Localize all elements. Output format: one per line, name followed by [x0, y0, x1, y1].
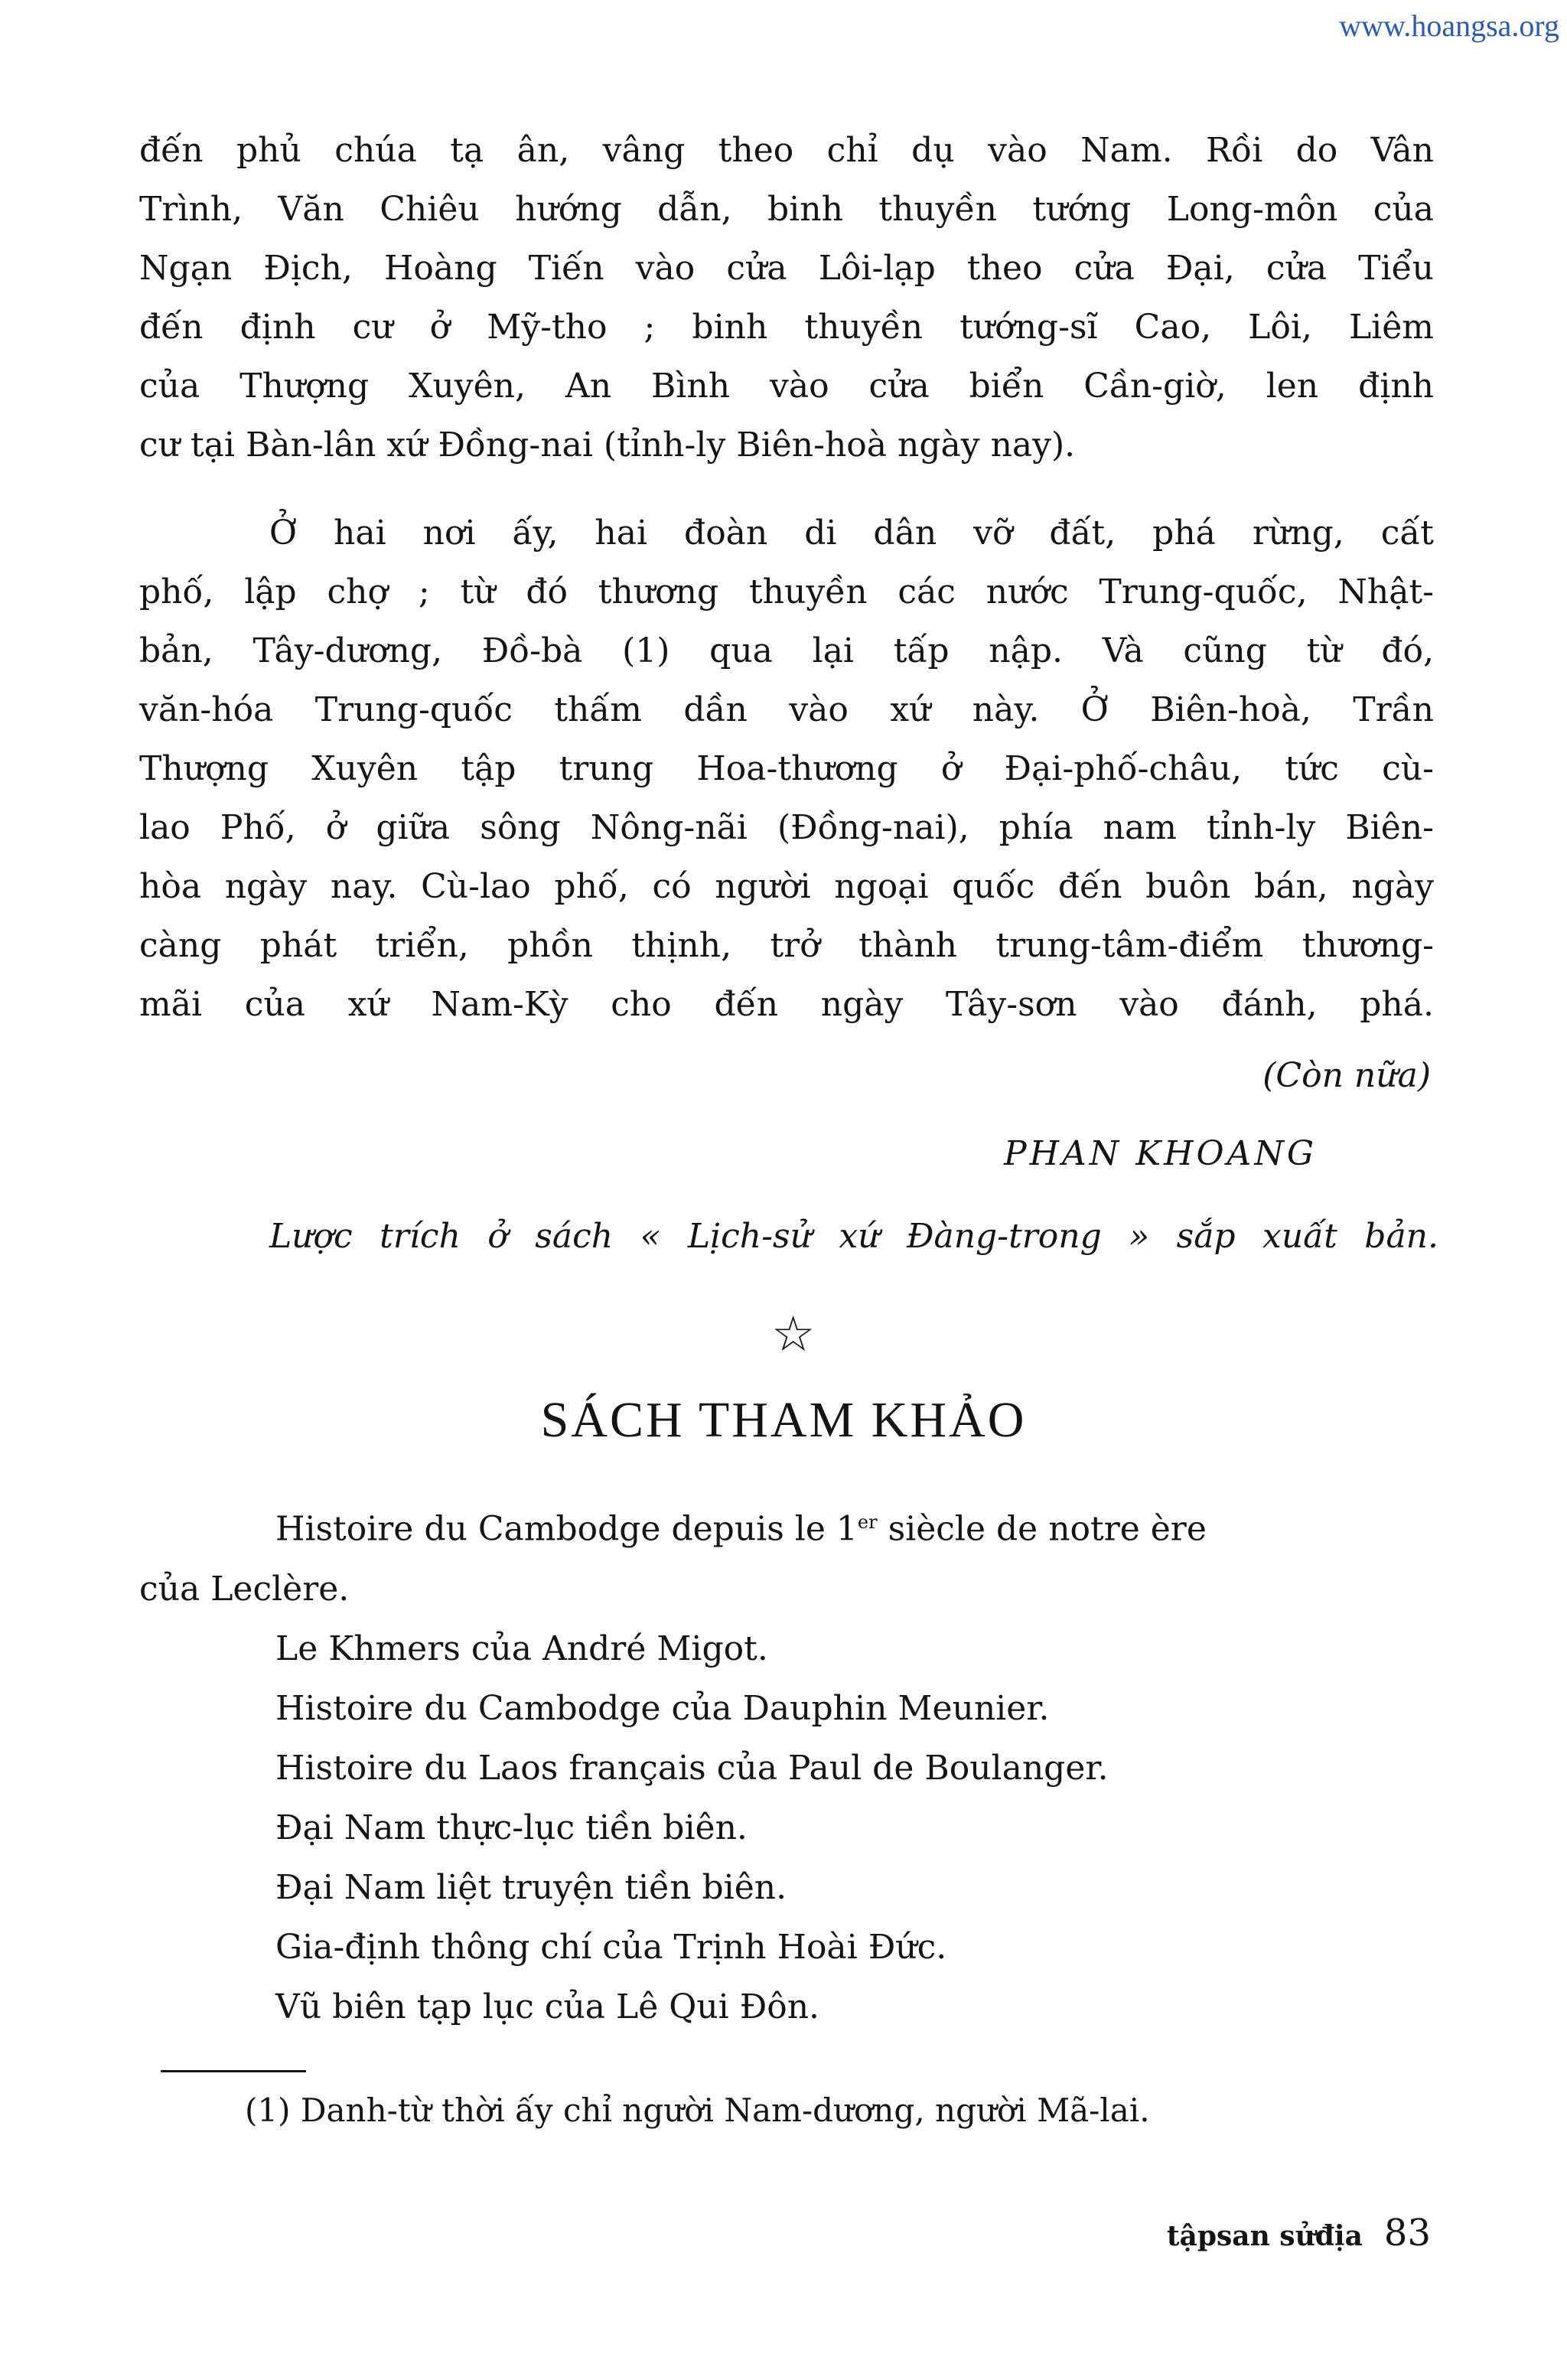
reference-item: Le Khmers của André Migot. — [275, 1629, 768, 1668]
paragraph-1-line: Ngạn Địch, Hoàng Tiến vào cửa Lôi-lạp theo cửa Đại, cửa Tiểu — [139, 249, 1434, 288]
reference-text: siècle de notre ère — [877, 1509, 1207, 1549]
paragraph-2-line: lao Phố, ở giữa sông Nông-nãi (Đồng-nai), phía nam tỉnh-ly Biên- — [139, 808, 1434, 847]
paragraph-2-line: Ở hai nơi ấy, hai đoàn di dân vỡ đất, phá rừng, cất — [269, 513, 1434, 553]
reference-text: Histoire du Cambodge depuis le 1 — [275, 1509, 858, 1549]
page-footer — [1167, 2212, 1431, 2254]
reference-list — [139, 1492, 1434, 2037]
page-number: 83 — [1383, 2212, 1431, 2254]
reference-item: Gia-định thông chí của Trịnh Hoài Đức. — [275, 1927, 947, 1967]
star-icon: ☆ — [771, 1306, 816, 1363]
paragraph-2-line: phố, lập chợ ; từ đó thương thuyền các nước Trung-quốc, Nhật- — [139, 572, 1434, 611]
paragraph-1-line: đến định cư ở Mỹ-tho ; binh thuyền tướng-sĩ Cao, Lôi, Liêm — [139, 308, 1434, 347]
reference-item — [139, 1492, 1434, 1619]
paragraph-1 — [139, 121, 1434, 474]
reference-item: Vũ biên tạp lục của Lê Qui Đôn. — [275, 1987, 820, 2026]
paragraph-2-line: mãi của xứ Nam-Kỳ cho đến ngày Tây-sơn vào đánh, phá. — [139, 985, 1434, 1024]
footnote-divider — [161, 2070, 306, 2072]
paragraph-2 — [139, 504, 1434, 1034]
section-heading: SÁCH THAM KHẢO — [540, 1392, 1027, 1448]
paragraph-1-line: của Thượng Xuyên, An Bình vào cửa biển Cần-giờ, len định — [139, 367, 1434, 406]
paragraph-2-line: càng phát triển, phồn thịnh, trở thành trung-tâm-điểm thương- — [139, 926, 1434, 965]
paragraph-2-line: Thượng Xuyên tập trung Hoa-thương ở Đại-phố-châu, tức cù- — [139, 749, 1434, 788]
ordinal-superscript: er — [857, 1511, 878, 1533]
journal-name: tậpsan sửđịa — [1166, 2220, 1363, 2252]
paragraph-1-line: đến phủ chúa tạ ân, vâng theo chỉ dụ vào Nam. Rồi do Vân — [139, 131, 1434, 170]
to-be-continued: (Còn nữa) — [1262, 1056, 1431, 1095]
reference-item: Histoire du Laos français của Paul de Boulanger. — [275, 1748, 1109, 1788]
reference-item: Histoire du Cambodge của Dauphin Meunier. — [275, 1688, 1050, 1728]
source-note: Lược trích ở sách « Lịch-sử xứ Đàng-trong » sắp xuất bản. — [269, 1217, 1438, 1256]
reference-item: Đại Nam thực-lục tiền biên. — [275, 1808, 748, 1847]
paragraph-1-line: cư tại Bàn-lân xứ Đồng-nai (tỉnh-ly Biên-hoà ngày nay). — [139, 425, 1076, 465]
site-url[interactable]: www.hoangsa.org — [1339, 8, 1559, 43]
reference-item: Đại Nam liệt truyện tiền biên. — [275, 1867, 787, 1907]
footnote: (1) Danh-từ thời ấy chỉ người Nam-dương, người Mã-lai. — [245, 2091, 1150, 2129]
reference-continuation: của Leclère. — [139, 1569, 350, 1609]
paragraph-2-line: bản, Tây-dương, Đồ-bà (1) qua lại tấp nập. Và cũng từ đó, — [139, 631, 1434, 670]
paragraph-2-line: hòa ngày nay. Cù-lao phố, có người ngoại quốc đến buôn bán, ngày — [139, 867, 1434, 906]
paragraph-2-line: văn-hóa Trung-quốc thấm dần vào xứ này. Ở Biên-hoà, Trần — [139, 690, 1434, 729]
paragraph-1-line: Trình, Văn Chiêu hướng dẫn, binh thuyền tướng Long-môn của — [139, 190, 1434, 229]
author-name: PHAN KHOANG — [1004, 1134, 1317, 1173]
